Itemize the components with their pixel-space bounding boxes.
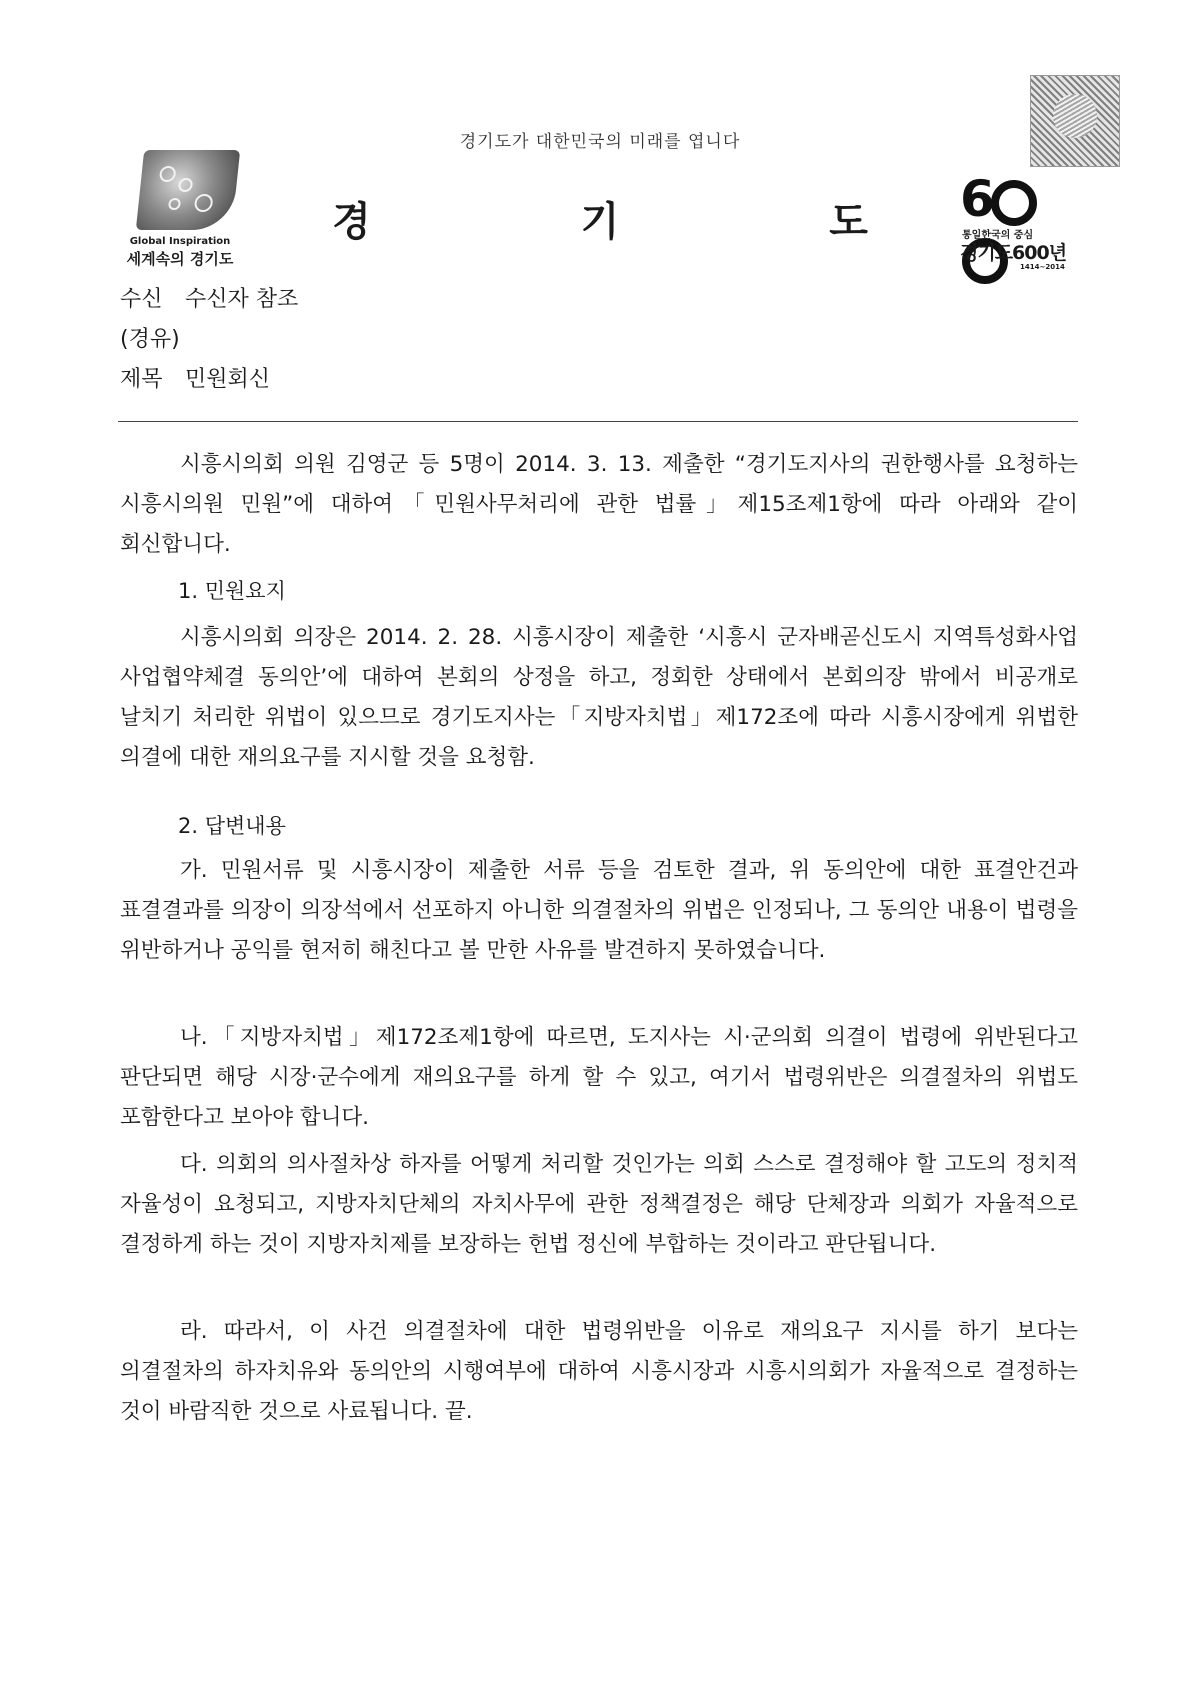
via-label: (경유)	[120, 327, 180, 352]
answer-ga: 가. 민원서류 및 시흥시장이 제출한 서류 등을 검토한 결과, 위 동의안에 대한 표결안건과 표결결과를 의장이 의장석에서 선포하지 아니한 의결절차의 위법은 인정되나, 그 동의안 내용이 법령을 위반하거나 공익를 현저히 해친다고 볼 만한 사유를 발견하지 못하였습니다.	[120, 858, 1078, 963]
logo-left-line1: Global Inspiration	[129, 236, 231, 247]
600-anniversary-icon: 6	[960, 170, 1080, 286]
answer-na: 나.「지방자치법」제172조제1항에 따르면, 도지사는 시·군의회 의결이 법령에 위반된다고 판단되면 해당 시장·군수에게 재의요구를 하게 할 수 있고, 여기서 법령위반은 의결절차의 위법도 포함한다고 보아야 합니다.	[120, 1025, 1078, 1130]
via-row	[120, 322, 180, 353]
logo-right-line2: 경기도600년	[960, 242, 1067, 264]
recipient-value: 수신자 참조	[185, 287, 299, 312]
qr-code-icon	[1030, 75, 1120, 167]
subject-value: 민원회신	[185, 367, 271, 392]
intro-paragraph: 시흥시의회 의원 김영군 등 5명이 2014. 3. 13. 제출한 “경기도지사의 권한행사를 요청하는 시흥시의원 민원”에 대하여「민원사무처리에 관한 법률」제15조제1항에 따라 아래와 같이 회신합니다.	[120, 452, 1078, 557]
slogan: 경기도가 대한민국의 미래를 엽니다	[459, 132, 741, 152]
answer-da: 다. 의회의 의사절차상 하자를 어떻게 처리할 것인가는 의회 스스로 결정해야 할 고도의 정치적 자율성이 요청되고, 지방자치단체의 자치사무에 관한 정책결정은 해당 단체장과 의회가 자율적으로 결정하게 하는 것이 지방자치제를 보장하는 헌법 정신에 부합하는 것이라고 판단됩니다.	[120, 1152, 1078, 1257]
logo-right	[960, 170, 1080, 280]
section1-title: 1. 민원요지	[178, 579, 286, 603]
recipient-row	[120, 282, 298, 313]
section1-text: 시흥시의회 의장은 2014. 2. 28. 시흥시장이 제출한 ‘시흥시 군자배곧신도시 지역특성화사업 사업협약체결 동의안’에 대하여 본회의 상정을 하고, 정회한 상태에서 본회의장 밖에서 비공개로 날치기 처리한 위법이 있으므로 경기도지사는「지방자치법」제172조에 따라 시흥시장에게 위법한 의결에 대한 재의요구를 지시할 것을 요청함.	[120, 625, 1078, 770]
section2-title: 2. 답변내용	[178, 814, 286, 838]
header-divider	[118, 421, 1078, 422]
logo-right-line1: 통일한국의 중심	[962, 230, 1034, 241]
logo-right-years: 1414~2014	[1020, 263, 1065, 271]
answer-ra: 라. 따라서, 이 사건 의결절차에 대한 법령위반을 이유로 재의요구 지시를 하기 보다는 의결절차의 하자치유와 동의안의 시행여부에 대하여 시흥시장과 시흥시의회가 자율적으로 결정하는 것이 바람직한 것으로 사료됩니다. 끝.	[120, 1319, 1078, 1424]
subject-label: 제목	[120, 367, 163, 392]
subject-row	[120, 362, 270, 393]
recipient-label: 수신	[120, 287, 163, 312]
logo-left-line2: 세계속의 경기도	[126, 250, 234, 268]
org-title: 경 기 도	[332, 199, 966, 245]
